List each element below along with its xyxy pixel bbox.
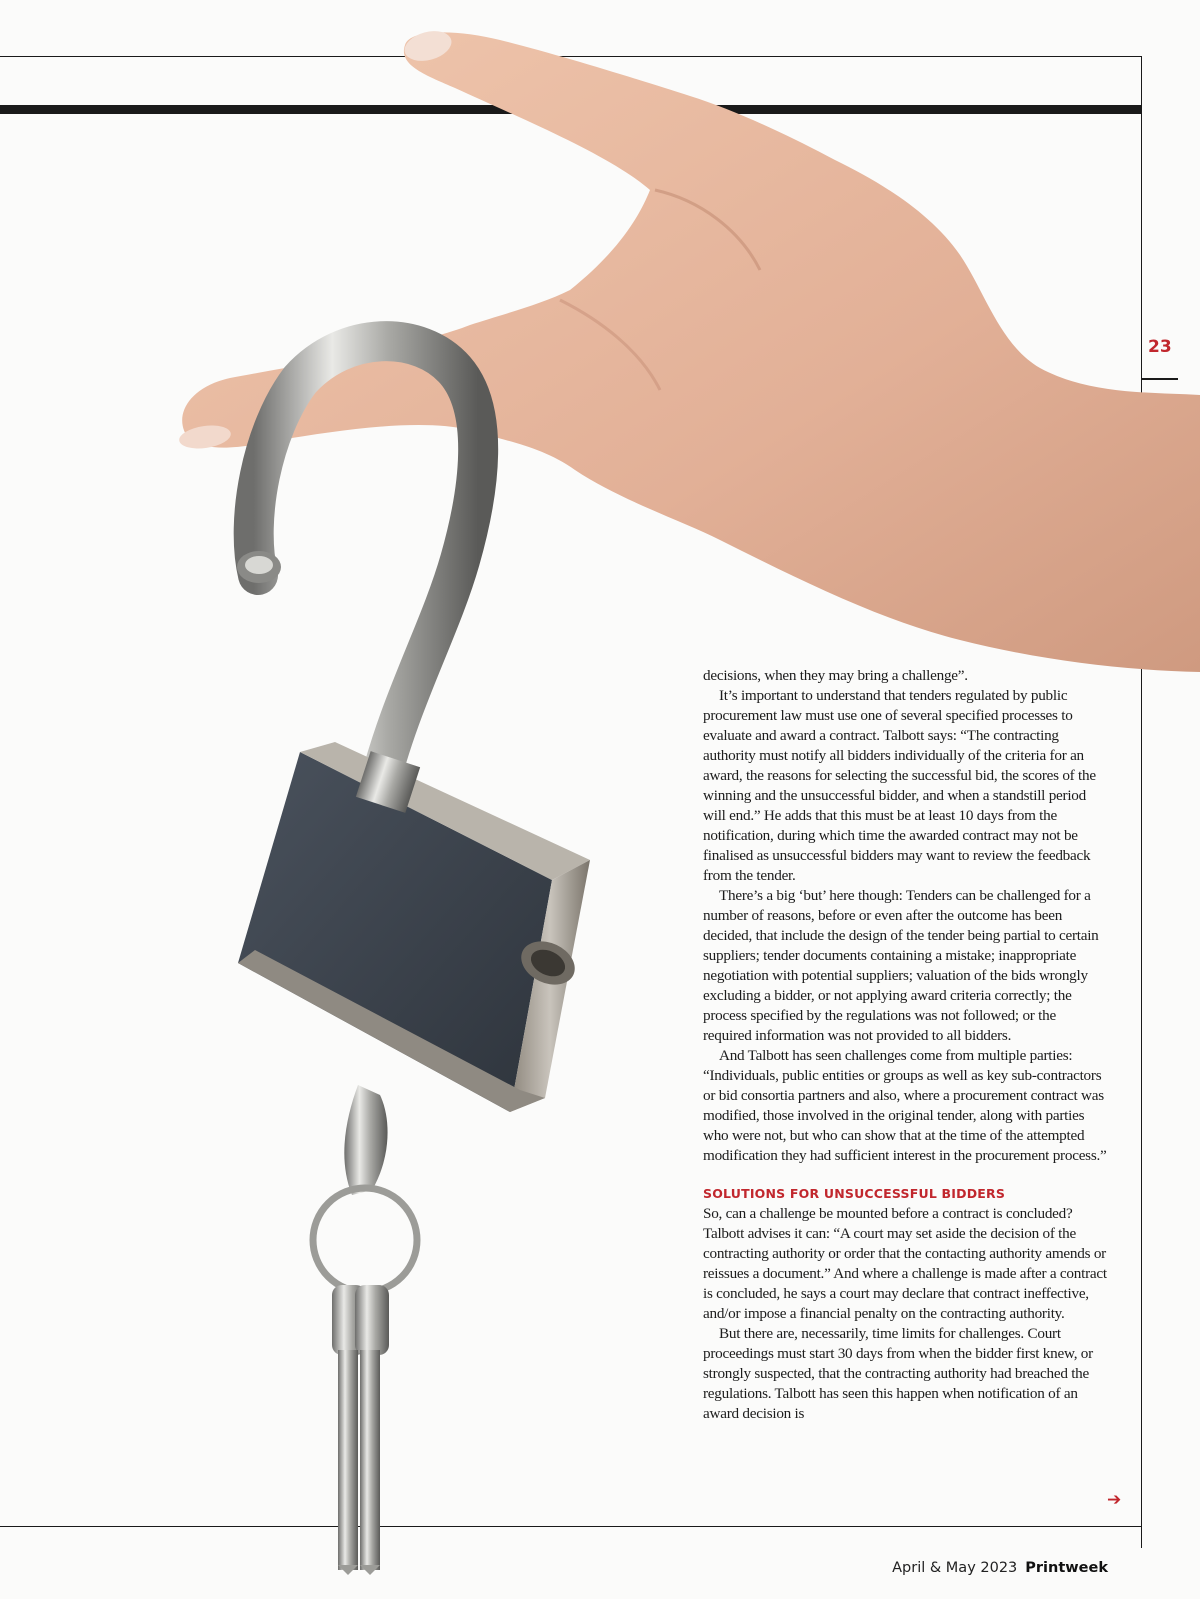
article-paragraph: It’s important to understand that tenders regulated by public procurement law must use one of several specified processes to evaluate and award a contract. Talbott says: “The contracting authority must notify all bidders individually of the criteria for an award, the reasons for selecting the successful bid, the scores of the winning and the unsuccessful bidder, and when a standstill period will end.” He adds that this must be at least 10 days from the notification, during which time the awarded contract may not be finalised as unsuccessful bidders may want to review the feedback from the tender. bbox=[703, 687, 1096, 884]
page-number: 23 bbox=[1148, 337, 1172, 357]
inserted-key bbox=[344, 1085, 387, 1195]
article-column bbox=[703, 666, 1108, 1424]
key-ring bbox=[313, 1188, 417, 1292]
folio bbox=[892, 1560, 1108, 1576]
article-subhead: SOLUTIONS FOR UNSUCCESSFUL BIDDERS bbox=[703, 1186, 1006, 1201]
continue-arrow-icon: ➔ bbox=[1107, 1490, 1122, 1510]
article-paragraph: So, can a challenge be mounted before a contract is concluded? Talbott advises it can: “A court may set aside the decision of the contracting authority or order that the contacting authority amends or reissues a document.” And where a challenge is made after a contract is concluded, he says a court may declare that contract ineffective, and/or impose a financial penalty on the contracting authority. bbox=[703, 1205, 1107, 1322]
folio-brand: Printweek bbox=[1025, 1560, 1108, 1576]
article-paragraph: decisions, when they may bring a challenge”. bbox=[703, 667, 968, 684]
article-paragraph: There’s a big ‘but’ here though: Tenders can be challenged for a number of reasons, before or even after the outcome has been decided, that include the design of the tender being partial to certain suppliers; tender documents containing a mistake; inappropriate negotiation with potential suppliers; valuation of the bids wrongly excluding a bidder, or not applying award criteria correctly; the process specified by the regulations was not followed; or the required information was not provided to all bidders. bbox=[703, 887, 1099, 1044]
article-paragraph: And Talbott has seen challenges come from multiple parties: “Individuals, public entities or groups as well as key sub-contractors or bid consortia partners and also, where a procurement contract was modified, those involved in the original tender, along with parties who were not, but who can show that at the time of the attempted modification they had sufficient interest in the procurement process.” bbox=[703, 1047, 1107, 1164]
hanging-keys bbox=[332, 1285, 389, 1575]
folio-date: April & May 2023 bbox=[892, 1560, 1018, 1576]
article-paragraph: But there are, necessarily, time limits for challenges. Court proceedings must start 30 days from when the bidder first knew, or strongly suspected, that the contracting authority had breached the regulations. Talbott has seen this happen when notification of an award decision is bbox=[703, 1325, 1093, 1422]
